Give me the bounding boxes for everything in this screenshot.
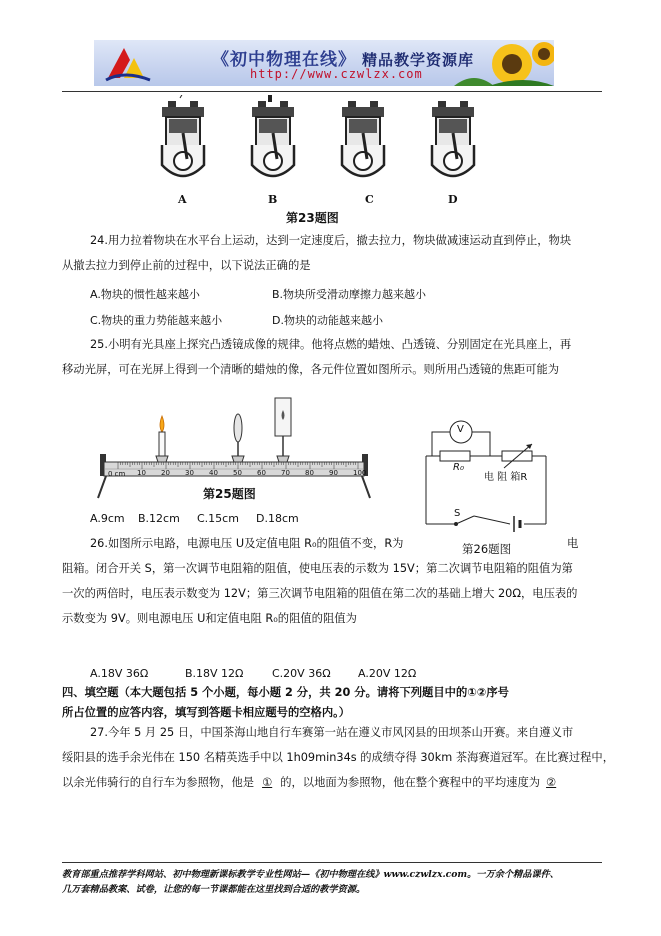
q27-line-2: 绥阳县的选手余光伟在 150 名精英选手中以 1h09min34s 的成绩夺得 30km 茶海赛道冠军。在比赛过程中，	[62, 751, 615, 764]
ruler-tick-label: 70	[281, 469, 290, 477]
figure-caption-26: 第26题图	[462, 542, 512, 556]
engine-label-d: D	[448, 193, 458, 206]
q25-option-b: B.12cm	[138, 512, 180, 525]
light-screen-icon	[275, 398, 291, 456]
resistor-r0-icon	[440, 451, 470, 461]
q24-line-1: 24.用力拉着物块在水平台上运动，达到一定速度后，撤去拉力，物块做减速运动直到停止，物块	[90, 234, 572, 247]
q26-line-1: 26.如图所示电路，电源电压 U及定值电阻 R₀的阻值不变，R为	[90, 537, 404, 550]
figure-caption-23: 第23题图	[286, 211, 339, 225]
header-banner	[94, 40, 554, 86]
q25-line-1: 25.小明有光具座上探究凸透镜成像的规律。他将点燃的蜡烛、凸透镜、分别固定在光具座上，再	[90, 338, 572, 351]
section-4-heading-2: 所占位置的应答内容，填写到答题卡相应题号的空格内。）	[62, 706, 351, 719]
q24-option-c: C.物块的重力势能越来越小	[90, 314, 223, 327]
q27-line-1: 27.今年 5 月 25 日，中国茶海山地自行车赛第一站在遵义市风冈县的田坝茶山开赛。来自遵义市	[90, 726, 574, 739]
q25-line-2: 移动光屏，可在光屏上得到一个清晰的蜡烛的像，各元件位置如图所示。则所用凸透镜的焦距可能为	[62, 363, 560, 376]
q24-option-a: A.物块的惯性越来越小	[90, 288, 200, 301]
q25-option-c: C.15cm	[197, 512, 239, 525]
q26-line-4: 示数变为 9V。则电源电压 U和定值电阻 R₀的阻值的阻值为	[62, 612, 357, 625]
engine-label-a: A	[178, 193, 187, 206]
ruler-tick-label: 50	[233, 469, 242, 477]
switch-label: S	[454, 508, 461, 519]
header-url[interactable]: http://www.czwlzx.com	[250, 67, 423, 81]
footer-line-2: 几万套精品教案、试卷，让您的每一节课都能在这里找到合适的教学资源。	[62, 884, 366, 895]
ruler-unit: 0 cm	[108, 470, 126, 478]
engine-d-icon	[432, 101, 474, 176]
header-divider	[62, 91, 602, 92]
convex-lens-icon	[234, 414, 242, 456]
header-title: 《初中物理在线》 精品教学资源库	[212, 50, 475, 70]
figure-caption-25: 第25题图	[203, 487, 256, 501]
q26-option-a: A.18V 36Ω	[90, 667, 149, 680]
footer-divider	[62, 862, 602, 863]
q27-line-3: 以余光伟骑行的自行车为参照物，他是 ① 的，以地面为参照物，他在整个赛程中的平均速度为 ②	[62, 774, 562, 792]
engine-b-icon	[252, 101, 294, 176]
q26-line-3: 一次的两倍时，电压表示数变为 12V；第三次调节电阻箱的阻值在第二次的基础上增大 20Ω，电压表的	[62, 587, 578, 600]
q25-option-a: A.9cm	[90, 512, 125, 525]
ruler-tick-label: 60	[257, 469, 266, 477]
r0-label: R₀	[453, 462, 464, 473]
logo-icon	[106, 48, 150, 80]
blank-2: ②	[546, 776, 557, 789]
q26-option-b: B.18V 12Ω	[185, 667, 244, 680]
voltmeter-label: V	[457, 424, 464, 435]
q24-line-2: 从撤去拉力到停止前的过程中，以下说法正确的是	[62, 259, 311, 272]
q26-line-2: 阻箱。闭合开关 S，第一次调节电阻箱的阻值，使电压表的示数为 15V；第二次调节电阻箱的阻值为第	[62, 562, 573, 575]
engine-c-icon	[342, 101, 384, 176]
q24-option-b: B.物块所受滑动摩擦力越来越小	[272, 288, 427, 301]
q24-option-d: D.物块的动能越来越小	[272, 314, 383, 327]
switch-icon	[454, 522, 458, 526]
q26-option-c: C.20V 36Ω	[272, 667, 331, 680]
ruler-tick-label: 100	[353, 469, 367, 477]
engine-label-c: C	[365, 193, 374, 206]
ruler-tick-label: 30	[185, 469, 194, 477]
engine-label-b: B	[268, 193, 278, 206]
engine-a-icon	[162, 101, 204, 176]
ruler-tick-label: 40	[209, 469, 218, 477]
ruler-tick-label: 90	[329, 469, 338, 477]
resistance-box-icon	[502, 451, 532, 461]
q25-option-d: D.18cm	[256, 512, 299, 525]
engine-stroke-figure	[150, 95, 490, 190]
footer-line-1: 教育部重点推荐学科网站、初中物理新课标教学专业性网站—《初中物理在线》www.czwlzx.com。一万余个精品课件、	[62, 869, 559, 880]
q26-option-d: A.20V 12Ω	[358, 667, 417, 680]
resistance-box-label: 电 阻 箱R	[484, 472, 528, 483]
ruler-tick-label: 80	[305, 469, 314, 477]
ruler-tick-label: 20	[161, 469, 170, 477]
blank-1: ①	[262, 776, 273, 789]
ruler-tick-label: 10	[137, 469, 146, 477]
candle-icon	[159, 416, 165, 456]
section-4-heading-1: 四、填空题（本大题包括 5 个小题，每小题 2 分，共 20 分。请将下列题目中的①②序号	[62, 686, 509, 699]
q26-line-1-end: 电	[567, 537, 579, 550]
